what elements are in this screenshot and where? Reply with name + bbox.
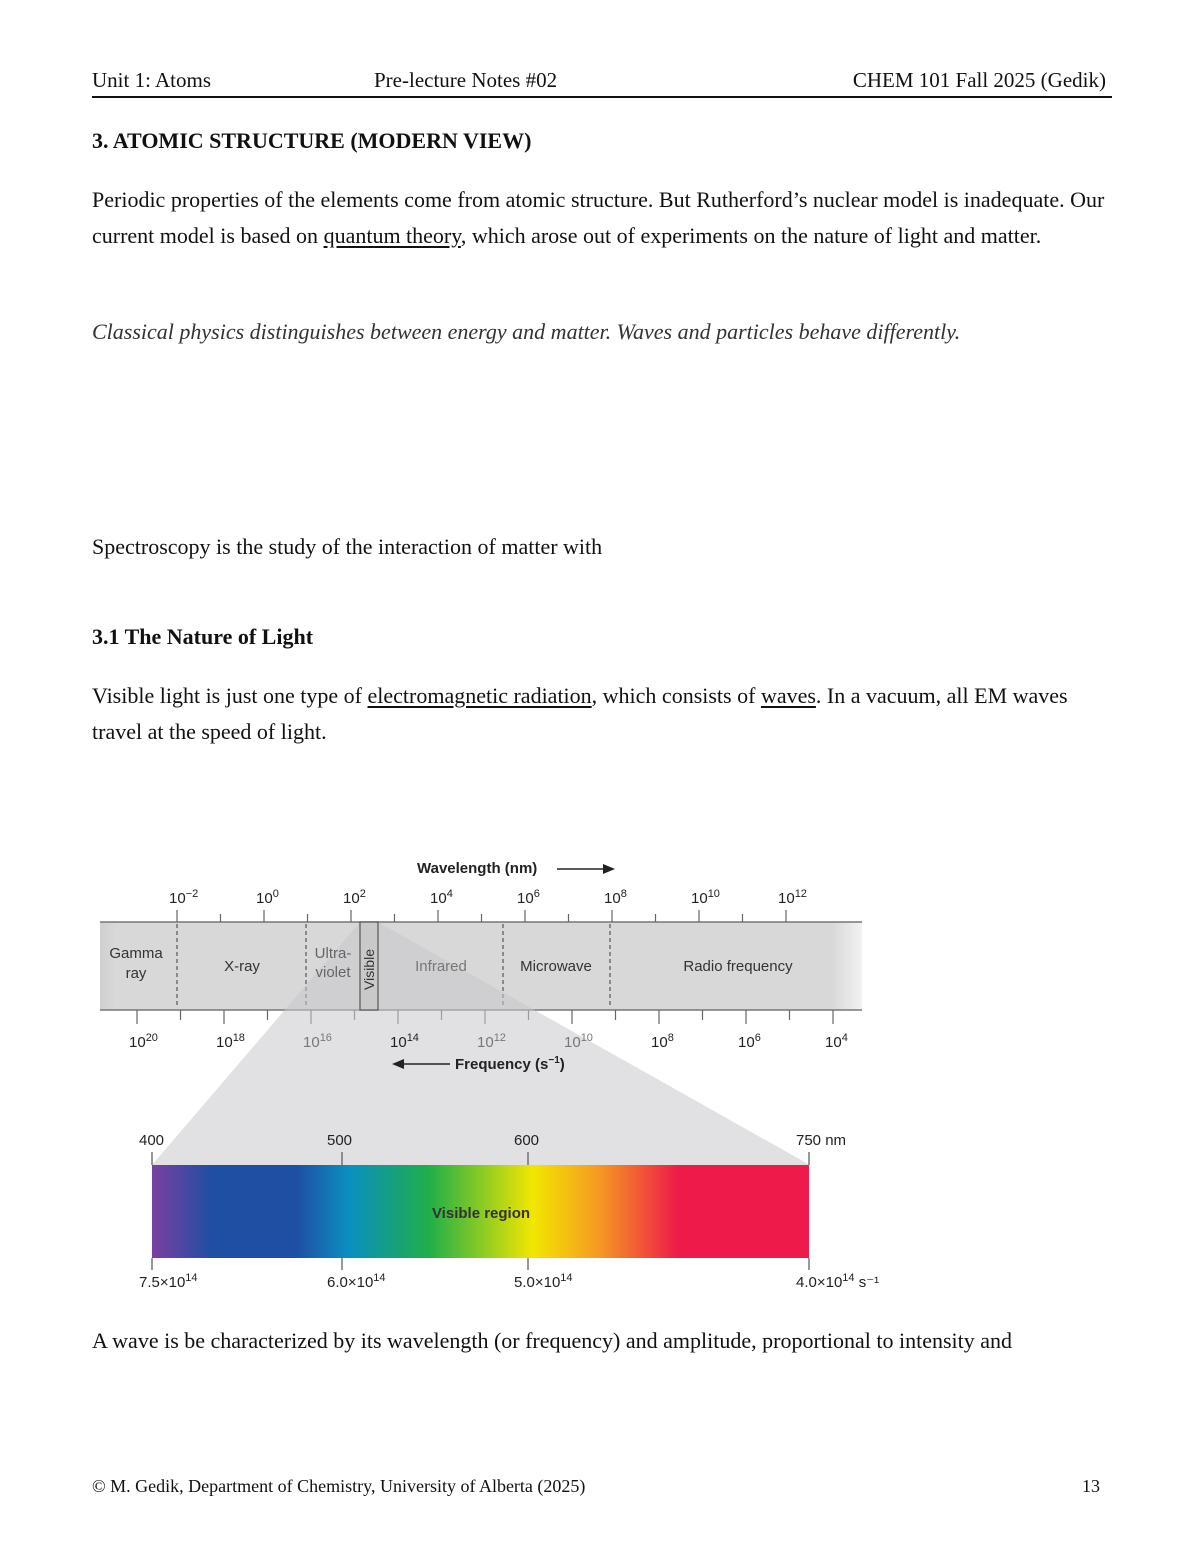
region-xray: X-ray xyxy=(224,958,260,975)
page-number: 13 xyxy=(1082,1476,1100,1496)
frequency-tick-label-7: $10^6$ xyxy=(738,1032,761,1051)
visible-nm-600: 600 xyxy=(514,1132,540,1149)
wavelength-tick-label-6: $10^{10}$ xyxy=(691,888,720,907)
wavelength-tick-label-1: $10^0$ xyxy=(256,888,279,907)
region-infrared: Infrared xyxy=(415,958,467,975)
em-spectrum-figure xyxy=(0,840,1200,1300)
frequency-tick-label-4: $10^{12}$ xyxy=(477,1032,506,1051)
visible-freq-label-0: $7.5\times 10^{14}$ xyxy=(139,1272,198,1291)
region-uv-2: violet xyxy=(315,964,351,981)
intro-paragraph xyxy=(92,182,1112,254)
region-visible: Visible xyxy=(361,949,377,990)
wave-characterization-sentence: A wave is be characterized by its wavelength (or frequency) and amplitude, proportional to intensity and xyxy=(92,1328,1013,1353)
wavelength-arrow xyxy=(557,864,615,874)
frequency-tick-label-1: $10^{18}$ xyxy=(216,1032,245,1051)
section-3-1-heading: 3.1 The Nature of Light xyxy=(92,624,314,649)
wavelength-tick-label-3: $10^4$ xyxy=(430,888,453,907)
wavelength-tick-label-2: $10^2$ xyxy=(343,888,366,907)
classical-physics-note: Classical physics distinguishes between energy and matter. Waves and particles behave differently. xyxy=(92,319,961,344)
frequency-axis-title: Frequency $(s^{-1})$ xyxy=(455,1055,565,1073)
region-radio: Radio frequency xyxy=(683,958,793,975)
visible-freq-label-1: $6.0\times 10^{14}$ xyxy=(327,1272,386,1291)
frequency-tick-label-8: $10^4$ xyxy=(825,1032,848,1051)
light-text-c: . In a vacuum, all EM waves travel at the speed of light. xyxy=(92,683,1068,744)
frequency-tick-label-3: $10^{14}$ xyxy=(390,1032,419,1051)
light-text-b: , which consists of xyxy=(591,683,761,708)
visible-region-label: Visible region xyxy=(431,1205,531,1222)
intro-text-b: , which arose out of experiments on the nature of light and matter. xyxy=(460,223,1042,248)
header-notes-title: Pre-lecture Notes #02 xyxy=(374,68,558,92)
page-footer xyxy=(92,1476,1108,1497)
waves-term: waves xyxy=(760,683,816,708)
visible-nm-500: 500 xyxy=(327,1132,353,1149)
header-course: CHEM 101 Fall 2025 (Gedik) xyxy=(852,68,1106,92)
section-3-heading: 3. ATOMIC STRUCTURE (MODERN VIEW) xyxy=(92,128,532,153)
header-unit: Unit 1: Atoms xyxy=(92,68,212,92)
wavelength-tick-label-0: $10^{-2}$ xyxy=(169,888,199,907)
region-gamma-1: Gamma xyxy=(109,945,163,962)
frequency-tick-label-6: $10^8$ xyxy=(651,1032,674,1051)
wavelength-axis-title: Wavelength (nm) xyxy=(417,860,538,877)
em-radiation-term: electromagnetic radiation xyxy=(367,683,592,708)
wavelength-tick-label-5: $10^8$ xyxy=(604,888,627,907)
intro-text-a: Periodic properties of the elements come from atomic structure. But Rutherford’s nuclear model is inadequate. Our current model is based on xyxy=(92,187,1105,248)
visible-nm-400: 400 xyxy=(139,1132,165,1149)
light-paragraph xyxy=(92,678,1112,750)
visible-nm-750: 750 nm xyxy=(796,1132,847,1149)
spectroscopy-sentence: Spectroscopy is the study of the interaction of matter with xyxy=(92,534,603,559)
region-uv-1: Ultra- xyxy=(314,945,352,962)
page-header xyxy=(92,66,1112,98)
footer-copyright: © M. Gedik, Department of Chemistry, University of Alberta (2025) xyxy=(92,1476,586,1496)
light-text-a: Visible light is just one type of xyxy=(92,683,368,708)
frequency-tick-label-0: $10^{20}$ xyxy=(129,1032,158,1051)
region-gamma-2: ray xyxy=(125,965,147,982)
frequency-tick-label-5: $10^{10}$ xyxy=(564,1032,593,1051)
visible-freq-label-2: $5.0\times 10^{14}$ xyxy=(514,1272,573,1291)
frequency-tick-label-2: $10^{16}$ xyxy=(303,1032,332,1051)
visible-freq-label-3: $4.0\times 10^{14}$ s⁻¹ xyxy=(796,1272,880,1291)
region-microwave: Microwave xyxy=(520,958,592,975)
wavelength-tick-label-7: $10^{12}$ xyxy=(778,888,807,907)
quantum-theory-term: quantum theory xyxy=(323,223,461,248)
wavelength-tick-label-4: $10^6$ xyxy=(517,888,540,907)
